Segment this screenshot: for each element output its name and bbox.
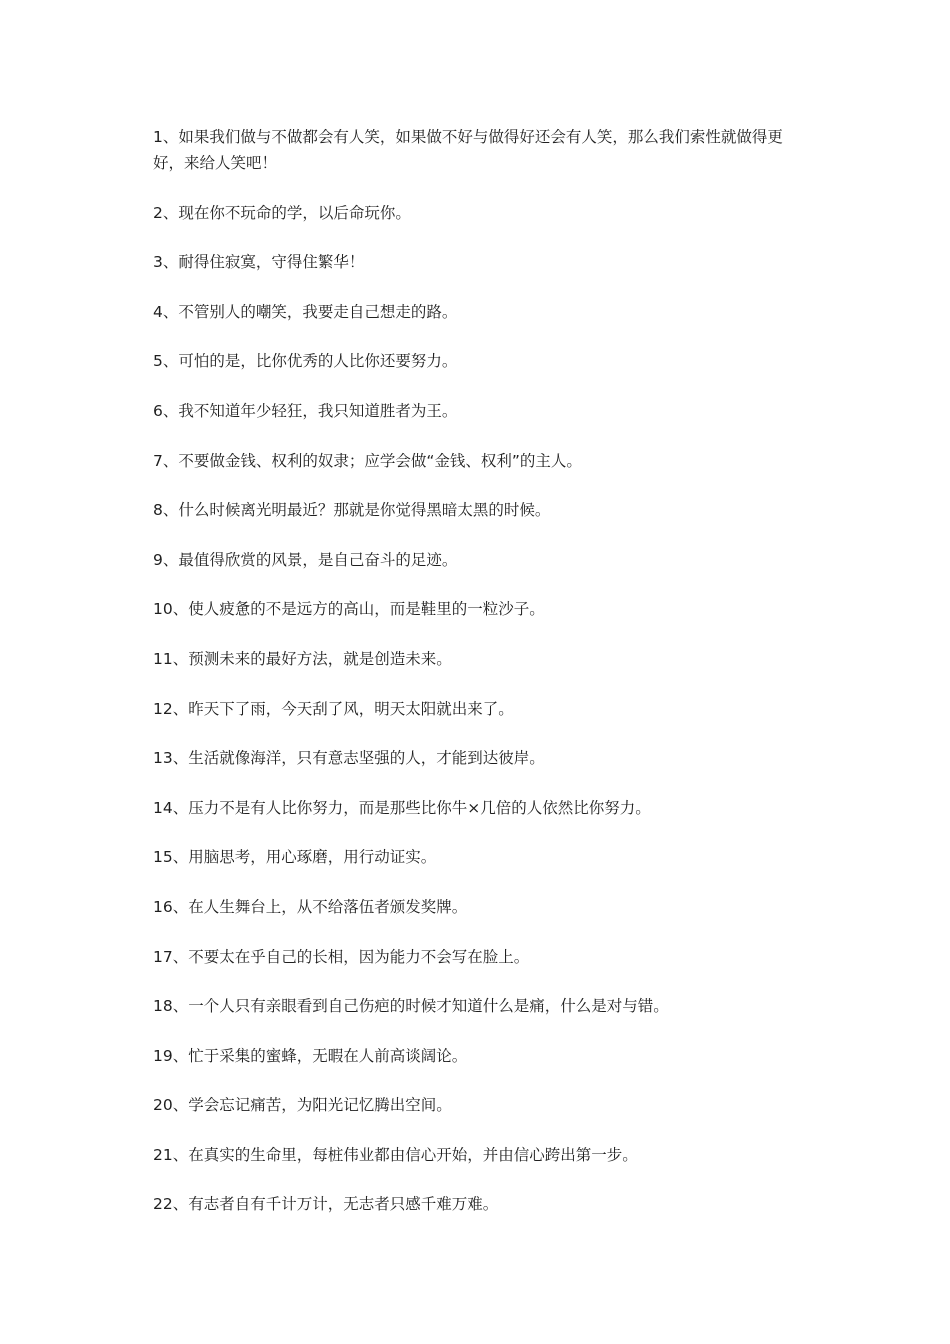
quote-item: 1、如果我们做与不做都会有人笑，如果做不好与做得好还会有人笑，那么我们索性就做得更好，来给人笑吧！: [153, 128, 783, 172]
quote-item: 21、在真实的生命里，每桩伟业都由信心开始，并由信心跨出第一步。: [153, 1145, 638, 1164]
quote-item: 9、最值得欣赏的风景，是自己奋斗的足迹。: [153, 550, 458, 569]
quote-item: 13、生活就像海洋，只有意志坚强的人，才能到达彼岸。: [153, 749, 545, 768]
quote-item: 18、一个人只有亲眼看到自己伤疤的时候才知道什么是痛，什么是对与错。: [153, 997, 669, 1016]
quote-item: 12、昨天下了雨，今天刮了风，明天太阳就出来了。: [153, 699, 514, 718]
quote-item: 22、有志者自有千计万计，无志者只感千难万难。: [153, 1195, 499, 1214]
quote-item: 4、不管别人的嘲笑，我要走自己想走的路。: [153, 302, 458, 321]
quote-item: 20、学会忘记痛苦，为阳光记忆腾出空间。: [153, 1096, 452, 1115]
quote-list: [153, 124, 793, 1217]
quote-item: 5、可怕的是，比你优秀的人比你还要努力。: [153, 352, 458, 371]
quote-item: 14、压力不是有人比你努力，而是那些比你牛×几倍的人依然比你努力。: [153, 798, 651, 817]
quote-item: 16、在人生舞台上，从不给落伍者颁发奖牌。: [153, 897, 468, 916]
quote-item: 11、预测未来的最好方法，就是创造未来。: [153, 649, 452, 668]
quote-item: 15、用脑思考，用心琢磨，用行动证实。: [153, 848, 437, 867]
quote-item: 10、使人疲惫的不是远方的高山，而是鞋里的一粒沙子。: [153, 600, 545, 619]
quote-item: 17、不要太在乎自己的长相，因为能力不会写在脸上。: [153, 947, 530, 966]
quote-item: 6、我不知道年少轻狂，我只知道胜者为王。: [153, 401, 458, 420]
quote-item: 2、现在你不玩命的学，以后命玩你。: [153, 203, 411, 222]
quote-item: 7、不要做金钱、权利的奴隶；应学会做“金钱、权利”的主人。: [153, 451, 582, 470]
quote-item: 3、耐得住寂寞，守得住繁华！: [153, 253, 365, 272]
quote-item: 19、忙于采集的蜜蜂，无暇在人前高谈阔论。: [153, 1046, 468, 1065]
quote-item: 8、什么时候离光明最近？那就是你觉得黑暗太黑的时候。: [153, 501, 551, 520]
